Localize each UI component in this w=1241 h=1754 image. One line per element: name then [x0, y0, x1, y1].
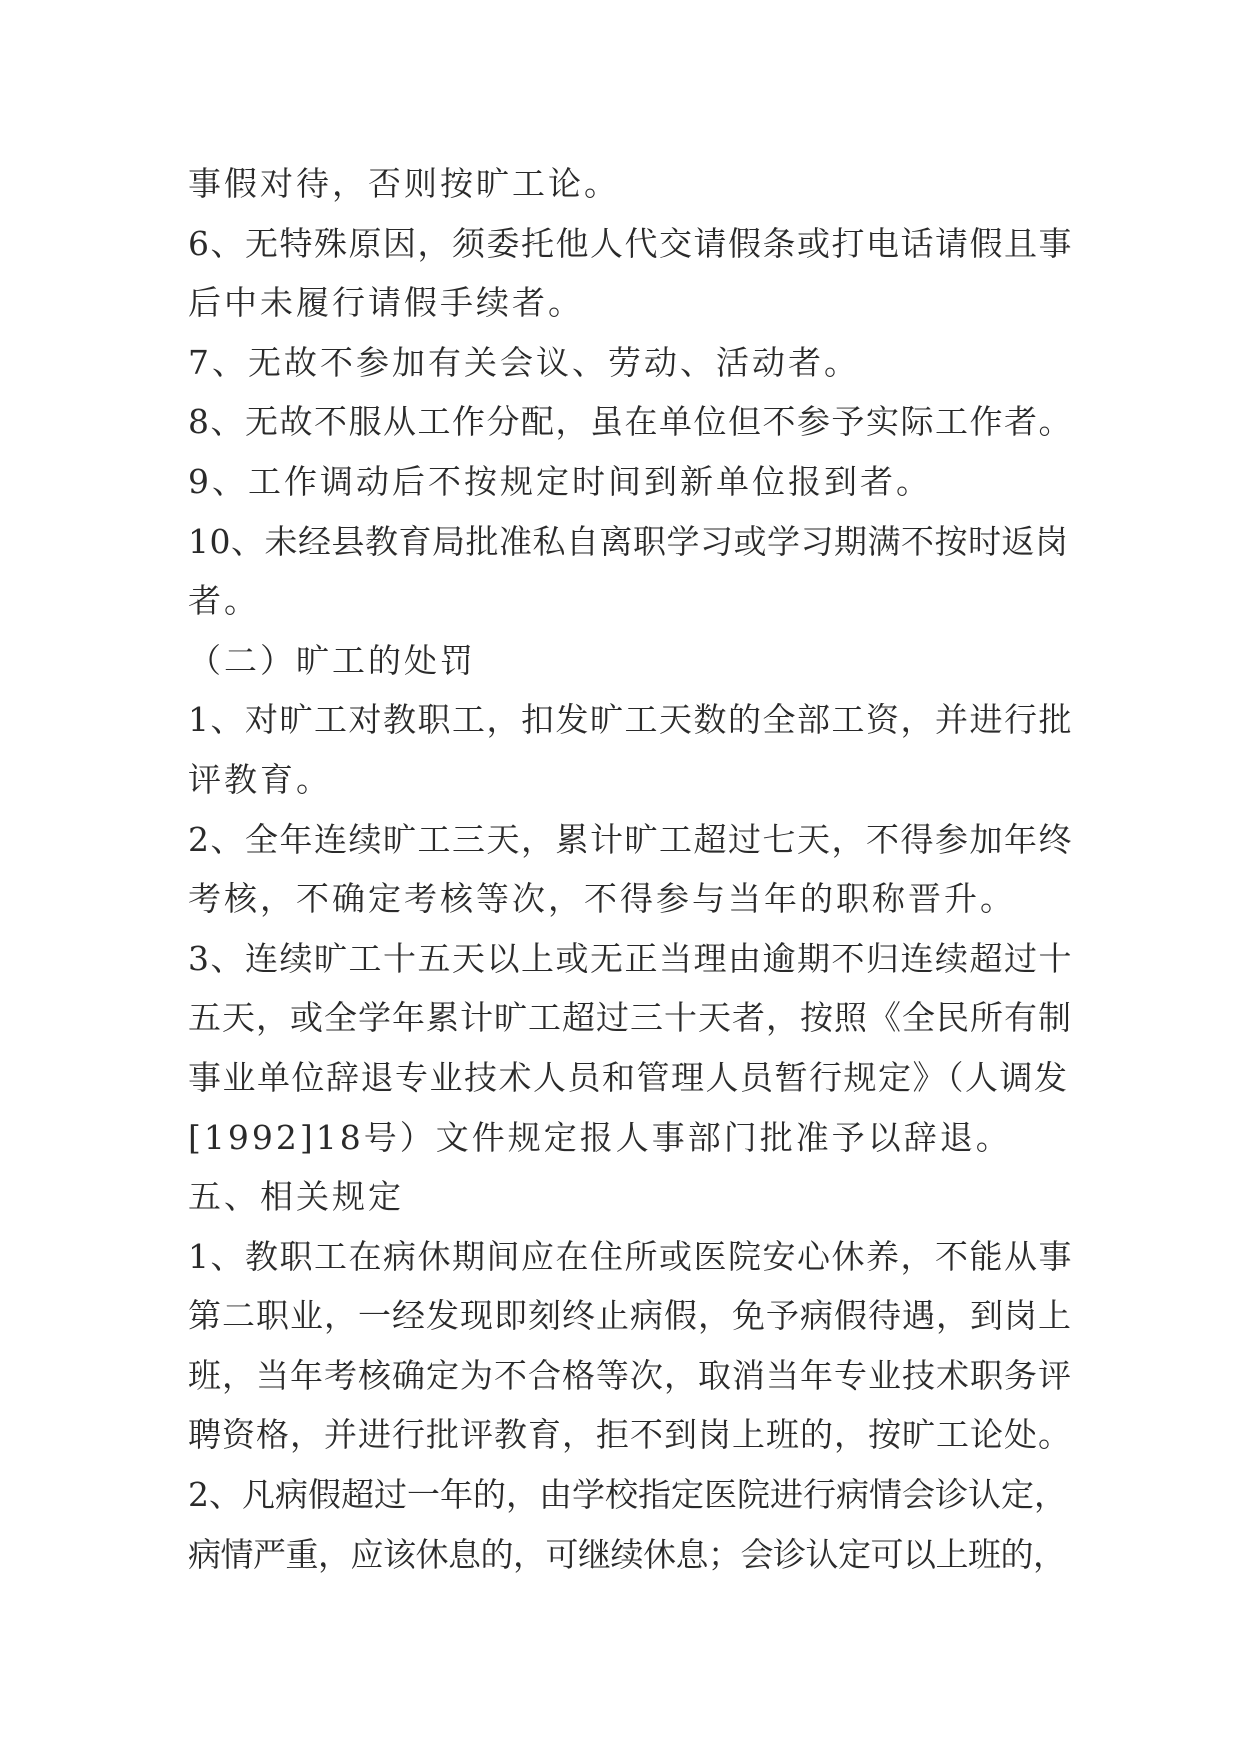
text-line: 班，当年考核确定为不合格等次，取消当年专业技术职务评: [188, 1355, 1072, 1395]
text-line: 事业单位辞退专业技术人员和管理人员暂行规定》（人调发: [188, 1057, 1069, 1097]
text-line: 8、无故不服从工作分配，虽在单位但不参予实际工作者。: [188, 402, 1073, 442]
text-line: 五天，或全学年累计旷工超过三十天者，按照《全民所有制: [188, 998, 1072, 1038]
text-line: 6、无特殊原因，须委托他人代交请假条或打电话请假且事: [188, 223, 1073, 263]
text-line: 2、全年连续旷工三天，累计旷工超过七天，不得参加年终: [188, 819, 1073, 859]
text-line: 7、无故不参加有关会议、劳动、活动者。: [188, 342, 860, 382]
text-line: 后中未履行请假手续者。: [188, 283, 584, 323]
text-line: 考核，不确定考核等次，不得参与当年的职称晋升。: [188, 879, 1016, 919]
text-line: 1、对旷工对教职工，扣发旷工天数的全部工资，并进行批: [188, 700, 1073, 740]
text-line: 1、教职工在病休期间应在住所或医院安心休养，不能从事: [188, 1236, 1073, 1276]
text-line: 9、工作调动后不按规定时间到新单位报到者。: [188, 461, 932, 501]
text-line: 第二职业，一经发现即刻终止病假，免予病假待遇，到岗上: [188, 1296, 1072, 1336]
text-line: 10、未经县教育局批准私自离职学习或学习期满不按时返岗: [188, 521, 1069, 561]
text-line: 事假对待，否则按旷工论。: [188, 164, 620, 203]
text-line: 2、凡病假超过一年的，由学校指定医院进行病情会诊认定，: [188, 1475, 1067, 1515]
section-heading: （二）旷工的处罚: [188, 640, 476, 680]
text-line: 3、连续旷工十五天以上或无正当理由逾期不归连续超过十: [188, 938, 1073, 978]
section-heading: 五、相关规定: [188, 1177, 404, 1217]
text-line: 评教育。: [188, 759, 332, 799]
text-line: 病情严重，应该休息的，可继续休息；会诊认定可以上班的，: [188, 1534, 1066, 1574]
text-line: 聘资格，并进行批评教育，拒不到岗上班的，按旷工论处。: [188, 1415, 1072, 1455]
document-body: [188, 154, 1073, 1584]
text-line: [1992]18号）文件规定报人事部门批准予以辞退。: [188, 1117, 1012, 1157]
text-line: 者。: [188, 581, 260, 621]
